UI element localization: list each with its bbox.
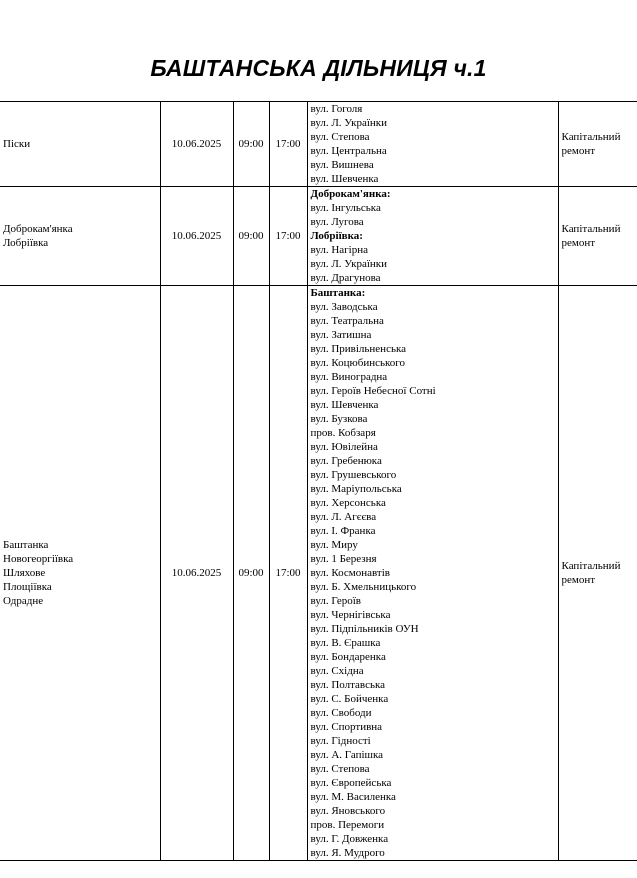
street-name: вул. Маріупольська bbox=[310, 483, 402, 495]
reason-text: ремонт bbox=[561, 237, 596, 249]
settlement-heading: Лобріївка: bbox=[310, 230, 363, 242]
street-name: вул. Підпільників ОУН bbox=[310, 623, 419, 635]
street-name: вул. Центральна bbox=[310, 145, 387, 157]
street-name: вул. Героїв Небесної Сотні bbox=[310, 385, 436, 397]
date-cell: 10.06.2025 bbox=[160, 187, 233, 286]
street-name: вул. Нагірна bbox=[310, 244, 368, 256]
document-title: БАШТАНСЬКА ДІЛЬНИЦЯ ч.1 bbox=[150, 55, 487, 81]
streets-cell bbox=[307, 187, 558, 286]
street-name: вул. Гідності bbox=[310, 735, 371, 747]
reason-cell bbox=[558, 286, 637, 861]
street-name: вул. Заводська bbox=[310, 301, 378, 313]
table-row bbox=[0, 187, 637, 286]
street-name: вул. 1 Березня bbox=[310, 553, 377, 565]
date-cell: 10.06.2025 bbox=[160, 102, 233, 187]
settlement-name: Лобріївка bbox=[3, 237, 49, 249]
settlement-heading: Доброкам'янка: bbox=[310, 188, 391, 200]
settlement-name: Баштанка bbox=[3, 539, 49, 551]
street-name: вул. Л. Українки bbox=[310, 117, 388, 129]
table-row bbox=[0, 102, 637, 187]
reason-cell bbox=[558, 187, 637, 286]
streets-cell bbox=[307, 286, 558, 861]
end-time-cell: 17:00 bbox=[269, 286, 307, 861]
street-name: вул. Б. Хмельницького bbox=[310, 581, 417, 593]
street-name: вул. Чернігівська bbox=[310, 609, 391, 621]
streets-cell bbox=[307, 102, 558, 187]
street-name: вул. Я. Мудрого bbox=[310, 847, 385, 859]
end-time-cell: 17:00 bbox=[269, 102, 307, 187]
reason-text: ремонт bbox=[561, 145, 596, 157]
street-name: вул. Степова bbox=[310, 763, 370, 775]
reason-cell bbox=[558, 102, 637, 187]
settlement-name: Новогеоргіївка bbox=[3, 553, 74, 565]
street-name: вул. Виноградна bbox=[310, 371, 388, 383]
settlement-heading: Баштанка: bbox=[310, 287, 366, 299]
street-name: вул. Гоголя bbox=[310, 103, 363, 115]
settlements-cell bbox=[0, 286, 160, 861]
street-name: вул. Бузкова bbox=[310, 413, 368, 425]
street-name: вул. Затишна bbox=[310, 329, 372, 341]
street-name: вул. Г. Довженка bbox=[310, 833, 389, 845]
end-time-cell: 17:00 bbox=[269, 187, 307, 286]
street-name: пров. Перемоги bbox=[310, 819, 385, 831]
street-name: вул. Спортивна bbox=[310, 721, 383, 733]
street-name: вул. Інгульська bbox=[310, 202, 381, 214]
reason-text: Капітальний bbox=[561, 560, 621, 572]
street-name: вул. Вишнева bbox=[310, 159, 374, 171]
street-name: вул. Полтавська bbox=[310, 679, 386, 691]
street-name: вул. М. Василенка bbox=[310, 791, 396, 803]
outage-schedule-table bbox=[0, 101, 637, 861]
street-name: вул. Свободи bbox=[310, 707, 372, 719]
settlements-cell bbox=[0, 102, 160, 187]
table-body bbox=[0, 102, 637, 861]
street-name: вул. С. Бойченка bbox=[310, 693, 389, 705]
table-row bbox=[0, 286, 637, 861]
street-name: пров. Кобзаря bbox=[310, 427, 376, 439]
street-name: вул. Грушевського bbox=[310, 469, 397, 481]
street-name: вул. Східна bbox=[310, 665, 364, 677]
street-name: вул. Коцюбинського bbox=[310, 357, 406, 369]
reason-text: ремонт bbox=[561, 574, 596, 586]
street-name: вул. Яновського bbox=[310, 805, 386, 817]
street-name: вул. Л. Агєєва bbox=[310, 511, 377, 523]
settlements-cell bbox=[0, 187, 160, 286]
settlement-name: Площіївка bbox=[3, 581, 52, 593]
street-name: вул. Херсонська bbox=[310, 497, 386, 509]
start-time-cell: 09:00 bbox=[233, 286, 269, 861]
street-name: вул. Космонавтів bbox=[310, 567, 390, 579]
street-name: вул. Гребенюка bbox=[310, 455, 382, 467]
start-time-cell: 09:00 bbox=[233, 102, 269, 187]
settlement-name: Шляхове bbox=[3, 567, 46, 579]
settlement-name: Доброкам'янка bbox=[3, 223, 73, 235]
street-name: вул. Привільненська bbox=[310, 343, 407, 355]
street-name: вул. Театральна bbox=[310, 315, 384, 327]
street-name: вул. Героїв bbox=[310, 595, 361, 607]
street-name: вул. А. Гапішка bbox=[310, 749, 384, 761]
street-name: вул. В. Єрашка bbox=[310, 637, 381, 649]
street-name: вул. Ювілейна bbox=[310, 441, 378, 453]
street-name: вул. Миру bbox=[310, 539, 358, 551]
street-name: вул. Шевченка bbox=[310, 399, 379, 411]
street-name: вул. Драгунова bbox=[310, 272, 381, 284]
reason-text: Капітальний bbox=[561, 223, 621, 235]
start-time-cell: 09:00 bbox=[233, 187, 269, 286]
settlement-name: Одрадне bbox=[3, 595, 44, 607]
street-name: вул. Л. Українки bbox=[310, 258, 388, 270]
street-name: вул. Бондаренка bbox=[310, 651, 386, 663]
settlement-name: Піски bbox=[3, 138, 31, 150]
street-name: вул. Європейська bbox=[310, 777, 392, 789]
street-name: вул. І. Франка bbox=[310, 525, 376, 537]
street-name: вул. Лугова bbox=[310, 216, 364, 228]
street-name: вул. Шевченка bbox=[310, 173, 379, 185]
reason-text: Капітальний bbox=[561, 131, 621, 143]
street-name: вул. Степова bbox=[310, 131, 370, 143]
date-cell: 10.06.2025 bbox=[160, 286, 233, 861]
